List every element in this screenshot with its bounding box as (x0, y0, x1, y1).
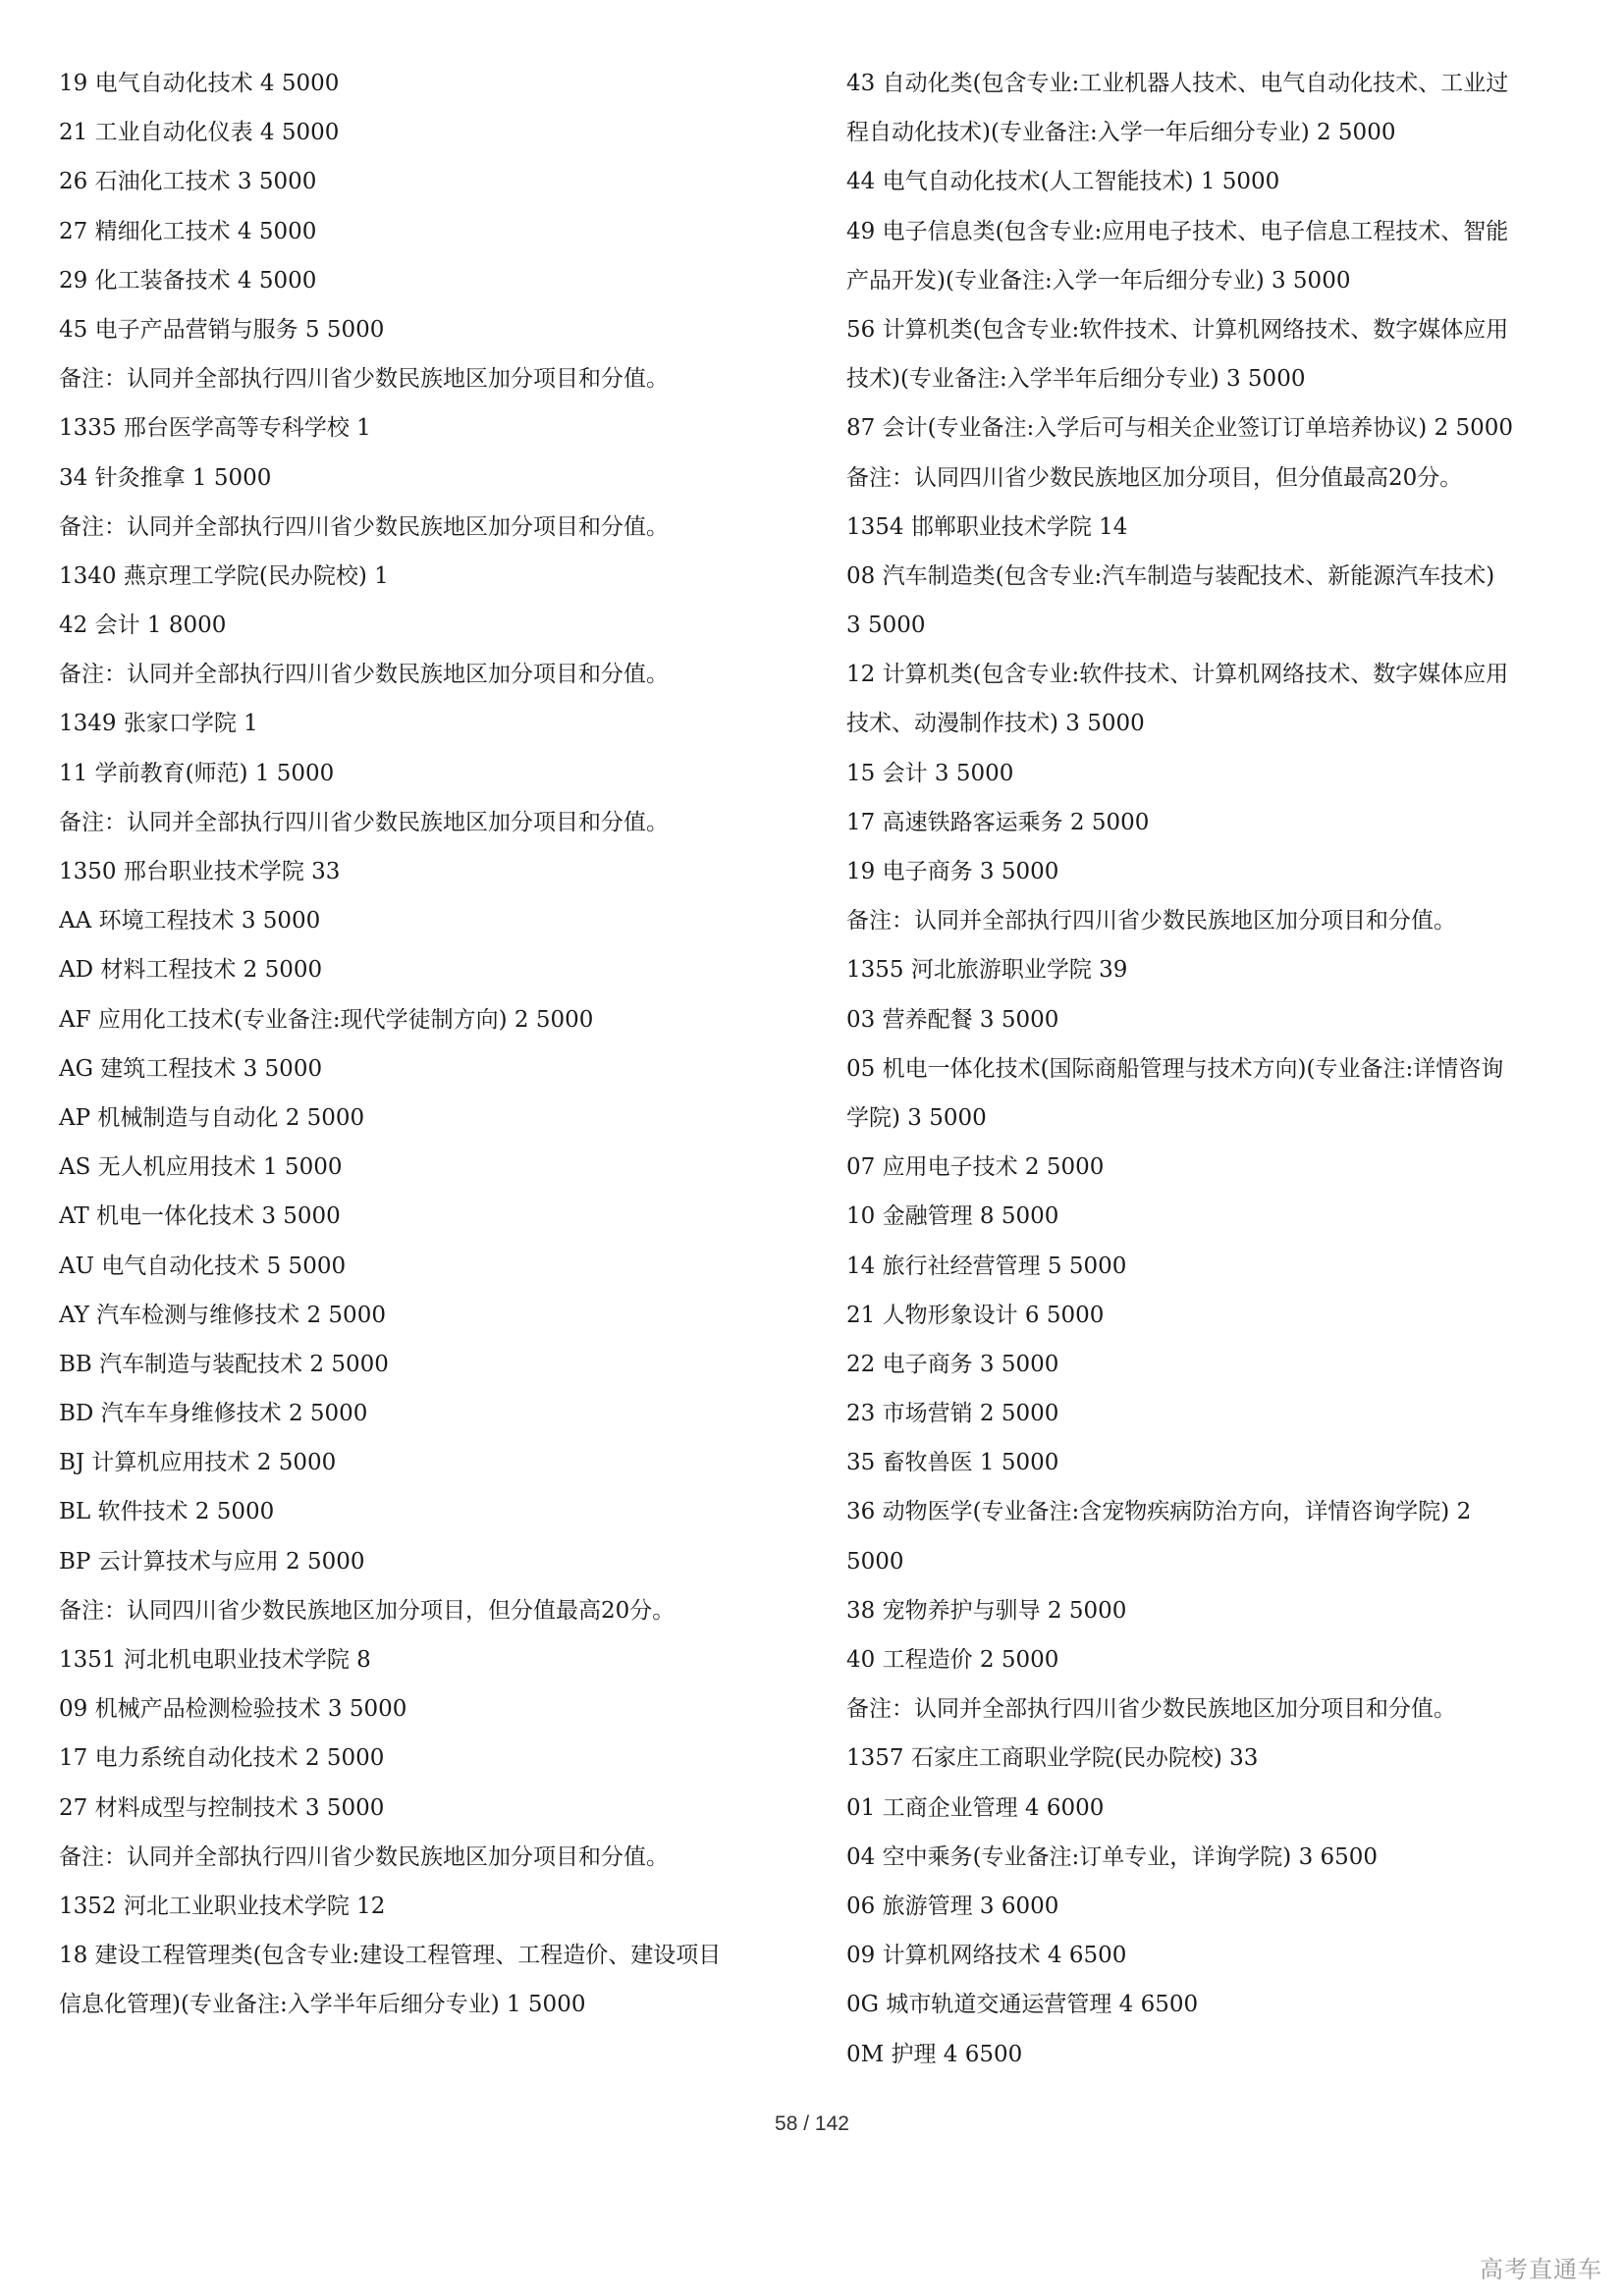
text-line: 03 营养配餐 3 5000 (846, 1006, 1059, 1033)
text-line: 04 空中乘务(专业备注:订单专业，详询学院) 3 6500 (846, 1843, 1379, 1870)
text-line: 42 会计 1 8000 (59, 613, 227, 639)
text-line: 36 动物医学(专业备注:含宠物疾病防治方向，详情咨询学院) 2 (846, 1499, 1472, 1525)
page-number: 58 / 142 (775, 2112, 849, 2135)
text-line: 27 材料成型与控制技术 3 5000 (59, 1794, 385, 1821)
watermark: 高考直通车 (1480, 2256, 1602, 2283)
text-line: 29 化工装备技术 4 5000 (59, 267, 317, 294)
text-line: 1335 邢台医学高等专科学校 1 (59, 415, 371, 442)
text-line: 09 计算机网络技术 4 6500 (846, 1943, 1127, 1969)
text-line: 程自动化技术)(专业备注:入学一年后细分专业) 2 5000 (846, 120, 1396, 146)
text-line: 备注：认同并全部执行四川省少数民族地区加分项目和分值。 (59, 1843, 669, 1870)
text-line: 1340 燕京理工学院(民办院校) 1 (59, 562, 389, 589)
text-line: 学院) 3 5000 (846, 1104, 987, 1131)
text-line: AT 机电一体化技术 3 5000 (59, 1203, 341, 1230)
text-line: 38 宠物养护与驯导 2 5000 (846, 1597, 1127, 1624)
text-line: 1354 邯郸职业技术学院 14 (846, 513, 1128, 540)
text-line: 21 工业自动化仪表 4 5000 (59, 120, 340, 146)
text-line: 1352 河北工业职业技术学院 12 (59, 1893, 386, 1919)
text-line: 17 电力系统自动化技术 2 5000 (59, 1745, 385, 1772)
text-line: 技术)(专业备注:入学半年后细分专业) 3 5000 (846, 366, 1306, 393)
left-column (59, 59, 805, 2030)
right-column (846, 59, 1581, 2079)
text-line: 27 精细化工技术 4 5000 (59, 218, 317, 244)
text-line: 信息化管理)(专业备注:入学半年后细分专业) 1 5000 (59, 1992, 586, 2018)
text-line: 产品开发)(专业备注:入学一年后细分专业) 3 5000 (846, 267, 1351, 294)
text-line: AP 机械制造与自动化 2 5000 (59, 1104, 365, 1131)
text-line: AG 建筑工程技术 3 5000 (59, 1055, 323, 1082)
text-line: 备注：认同并全部执行四川省少数民族地区加分项目和分值。 (846, 1696, 1456, 1723)
text-line: 备注：认同并全部执行四川省少数民族地区加分项目和分值。 (59, 513, 669, 540)
text-line: AF 应用化工技术(专业备注:现代学徒制方向) 2 5000 (59, 1006, 594, 1033)
text-line: 1351 河北机电职业技术学院 8 (59, 1647, 371, 1673)
text-line: 40 工程造价 2 5000 (846, 1647, 1059, 1673)
text-line: 45 电子产品营销与服务 5 5000 (59, 316, 385, 343)
text-line: 0M 护理 4 6500 (846, 2041, 1023, 2067)
text-line: 10 金融管理 8 5000 (846, 1203, 1059, 1230)
text-line: 06 旅游管理 3 6000 (846, 1893, 1059, 1919)
text-line: 14 旅行社经营管理 5 5000 (846, 1253, 1127, 1279)
text-line: 5000 (846, 1548, 904, 1575)
text-line: 11 学前教育(师范) 1 5000 (59, 760, 335, 786)
text-line: BJ 计算机应用技术 2 5000 (59, 1450, 337, 1476)
text-line: 1349 张家口学院 1 (59, 711, 258, 737)
text-line: 备注：认同四川省少数民族地区加分项目，但分值最高20分。 (846, 464, 1463, 491)
text-line: AD 材料工程技术 2 5000 (59, 957, 323, 984)
text-line: 22 电子商务 3 5000 (846, 1351, 1059, 1377)
text-line: 05 机电一体化技术(国际商船管理与技术方向)(专业备注:详情咨询 (846, 1055, 1504, 1082)
text-line: 21 人物形象设计 6 5000 (846, 1302, 1105, 1328)
text-line: AA 环境工程技术 3 5000 (59, 908, 321, 934)
text-line: 备注：认同并全部执行四川省少数民族地区加分项目和分值。 (59, 366, 669, 393)
text-line: 技术、动漫制作技术) 3 5000 (846, 711, 1145, 737)
text-line: 19 电子商务 3 5000 (846, 859, 1059, 884)
text-line: BL 软件技术 2 5000 (59, 1499, 275, 1525)
text-line: 18 建设工程管理类(包含专业:建设工程管理、工程造价、建设项目 (59, 1943, 722, 1969)
text-line: 1357 石家庄工商职业学院(民办院校) 33 (846, 1745, 1259, 1772)
text-line: 01 工商企业管理 4 6000 (846, 1794, 1105, 1821)
text-line: 87 会计(专业备注:入学后可与相关企业签订订单培养协议) 2 5000 (846, 415, 1514, 442)
text-line: 备注：认同并全部执行四川省少数民族地区加分项目和分值。 (846, 908, 1456, 934)
text-line: AY 汽车检测与维修技术 2 5000 (59, 1302, 386, 1328)
text-line: 12 计算机类(包含专业:软件技术、计算机网络技术、数字媒体应用 (846, 662, 1509, 688)
text-line: BP 云计算技术与应用 2 5000 (59, 1548, 365, 1575)
text-line: AS 无人机应用技术 1 5000 (59, 1154, 343, 1181)
text-line: BD 汽车车身维修技术 2 5000 (59, 1401, 368, 1427)
text-line: 26 石油化工技术 3 5000 (59, 169, 317, 195)
text-line: 35 畜牧兽医 1 5000 (846, 1450, 1059, 1476)
text-line: 34 针灸推拿 1 5000 (59, 464, 272, 491)
text-line: 备注：认同四川省少数民族地区加分项目，但分值最高20分。 (59, 1597, 676, 1624)
text-line: 17 高速铁路客运乘务 2 5000 (846, 809, 1150, 835)
text-line: 0G 城市轨道交通运营管理 4 6500 (846, 1992, 1199, 2018)
text-line: 23 市场营销 2 5000 (846, 1401, 1059, 1427)
text-line: 15 会计 3 5000 (846, 760, 1014, 786)
text-line: 备注：认同并全部执行四川省少数民族地区加分项目和分值。 (59, 662, 669, 688)
text-line: 08 汽车制造类(包含专业:汽车制造与装配技术、新能源汽车技术) (846, 562, 1495, 589)
text-line: 19 电气自动化技术 4 5000 (59, 71, 340, 96)
text-line: 44 电气自动化技术(人工智能技术) 1 5000 (846, 169, 1280, 195)
text-line: 1350 邢台职业技术学院 33 (59, 859, 341, 884)
text-line: AU 电气自动化技术 5 5000 (59, 1253, 347, 1279)
text-line: 07 应用电子技术 2 5000 (846, 1154, 1105, 1181)
text-line: 3 5000 (846, 613, 926, 639)
text-line: 49 电子信息类(包含专业:应用电子技术、电子信息工程技术、智能 (846, 218, 1509, 244)
text-line: 1355 河北旅游职业学院 39 (846, 957, 1128, 984)
text-line: 09 机械产品检测检验技术 3 5000 (59, 1696, 407, 1723)
text-line: 备注：认同并全部执行四川省少数民族地区加分项目和分值。 (59, 809, 669, 835)
text-line: 56 计算机类(包含专业:软件技术、计算机网络技术、数字媒体应用 (846, 316, 1509, 343)
text-line: BB 汽车制造与装配技术 2 5000 (59, 1351, 389, 1377)
text-line: 43 自动化类(包含专业:工业机器人技术、电气自动化技术、工业过 (846, 71, 1509, 96)
